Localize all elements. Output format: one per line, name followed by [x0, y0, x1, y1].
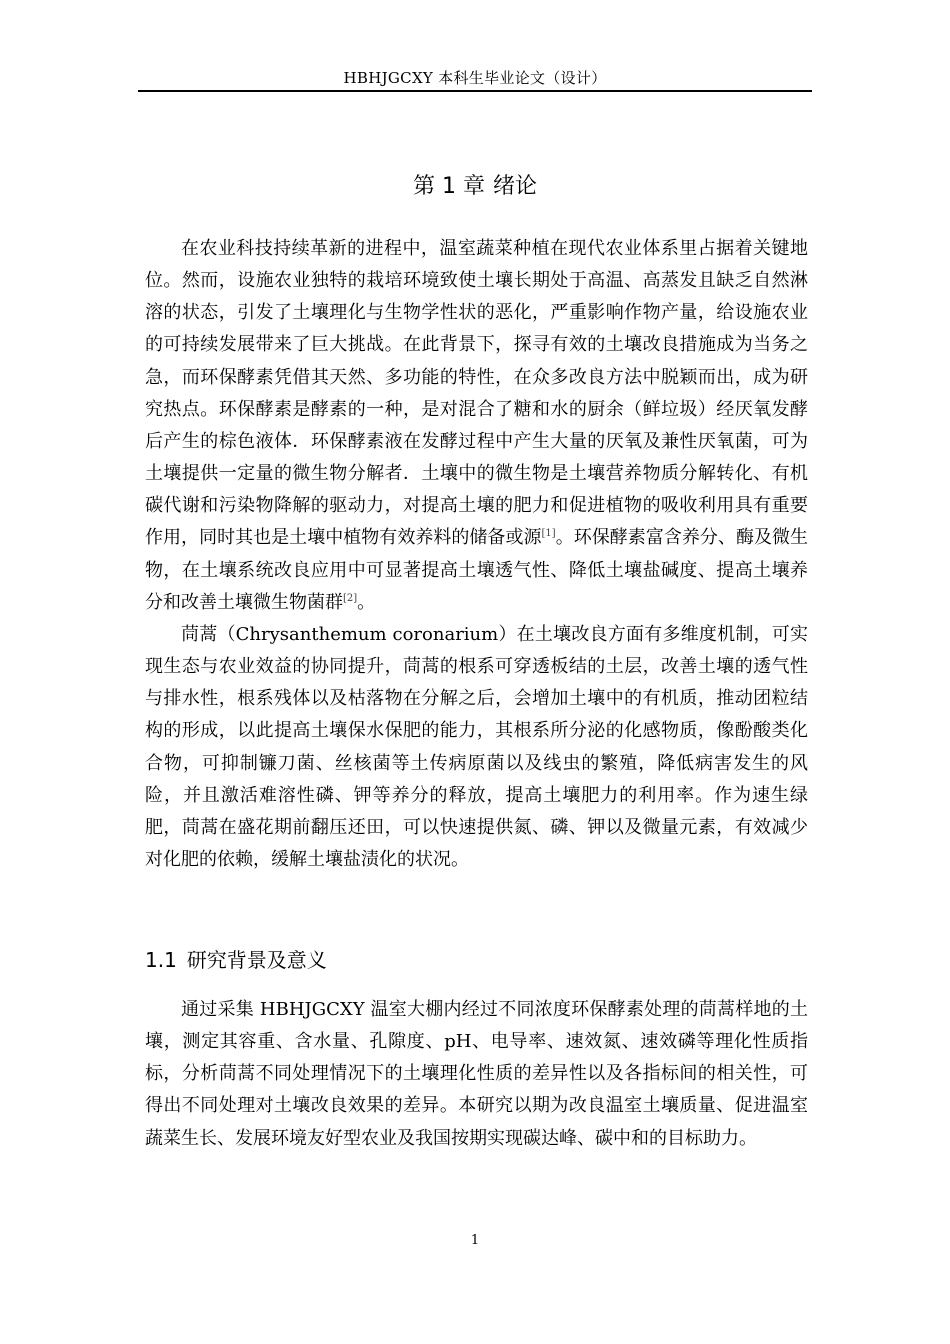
intro-paragraph-2: 茼蒿（Chrysanthemum coronarium）在土壤改良方面有多维度机制，可实现生态与农业效益的协同提升，茼蒿的根系可穿透板结的土层，改善土壤的透气性与排水性，根系残体以及枯落物在分解之后，会增加土壤中的有机质，推动团粒结构的形成，以此提高土壤保水保肥的能力，其根系所分泌的化感物质，像酚酸类化合物，可抑制镰刀菌、丝核菌等土传病原菌以及线虫的繁殖，降低病害发生的风险，并且激活难溶性磷、钾等养分的释放，提高土壤肥力的利用率。作为速生绿肥，茼蒿在盛花期前翻压还田，可以快速提供氮、磷、钾以及微量元素，有效减少对化肥的依赖，缓解土壤盐渍化的状况。	[145, 623, 808, 870]
intro-paragraph-1	[145, 233, 808, 619]
header-rule	[138, 90, 812, 92]
citation-1[interactable]: [1]	[541, 528, 556, 540]
intro-paragraph-1-text-c: 。	[357, 591, 376, 613]
chapter-name: 绪论	[492, 174, 537, 199]
section-number: 1.1	[145, 948, 177, 972]
chapter-number: 第 1 章	[413, 174, 485, 199]
section-heading-1-1	[145, 945, 808, 975]
intro-paragraph-1-text-a: 在农业科技持续革新的进程中，温室蔬菜种植在现代农业体系里占据着关键地位。然而，设施农业独特的栽培环境致使土壤长期处于高温、高蒸发且缺乏自然淋溶的状态，引发了土壤理化与生物学性状的恶化，严重影响作物产量，给设施农业的可持续发展带来了巨大挑战。在此背景下，探寻有效的土壤改良措施成为当务之急，而环保酵素凭借其天然、多功能的特性，在众多改良方法中脱颖而出，成为研究热点。环保酵素是酵素的一种，是对混合了糖和水的厨余（鲜垃圾）经厌氧发酵后产生的棕色液体．环保酵素液在发酵过程中产生大量的厌氧及兼性厌氧菌，可为土壤提供一定量的微生物分解者．土壤中的微生物是土壤营养物质分解转化、有机碳代谢和污染物降解的驱动力，对提高土壤的肥力和促进植物的吸收利用具有重要作用，同时其也是土壤中植物有效养料的储备或源	[145, 238, 808, 549]
section-title: 研究背景及意义	[186, 948, 327, 972]
running-header: HBHJGCXY 本科生毕业论文（设计）	[343, 69, 607, 87]
page-number: 1	[470, 1233, 480, 1248]
chapter-title	[138, 170, 812, 204]
section-1-1-body	[145, 994, 808, 1155]
intro-paragraph-1-text-b: 。环保酵素富含养分、酶及微生物，在土壤系统改良应用中可显著提高土壤透气性、降低土壤盐碱度、提高土壤养分和改善土壤微生物菌群	[145, 527, 809, 613]
section-1-1-paragraph-1: 通过采集 HBHJGCXY 温室大棚内经过不同浓度环保酵素处理的茼蒿样地的土壤，测定其容重、含水量、孔隙度、pH、电导率、速效氮、速效磷等理化性质指标，分析茼蒿不同处理情况下的土壤理化性质的差异性以及各指标间的相关性，可得出不同处理对土壤改良效果的差异。本研究以期为改良温室土壤质量、促进温室蔬菜生长、发展环境友好型农业及我国按期实现碳达峰、碳中和的目标助力。	[145, 999, 808, 1149]
citation-2[interactable]: [2]	[343, 592, 358, 604]
intro-section	[145, 233, 808, 876]
